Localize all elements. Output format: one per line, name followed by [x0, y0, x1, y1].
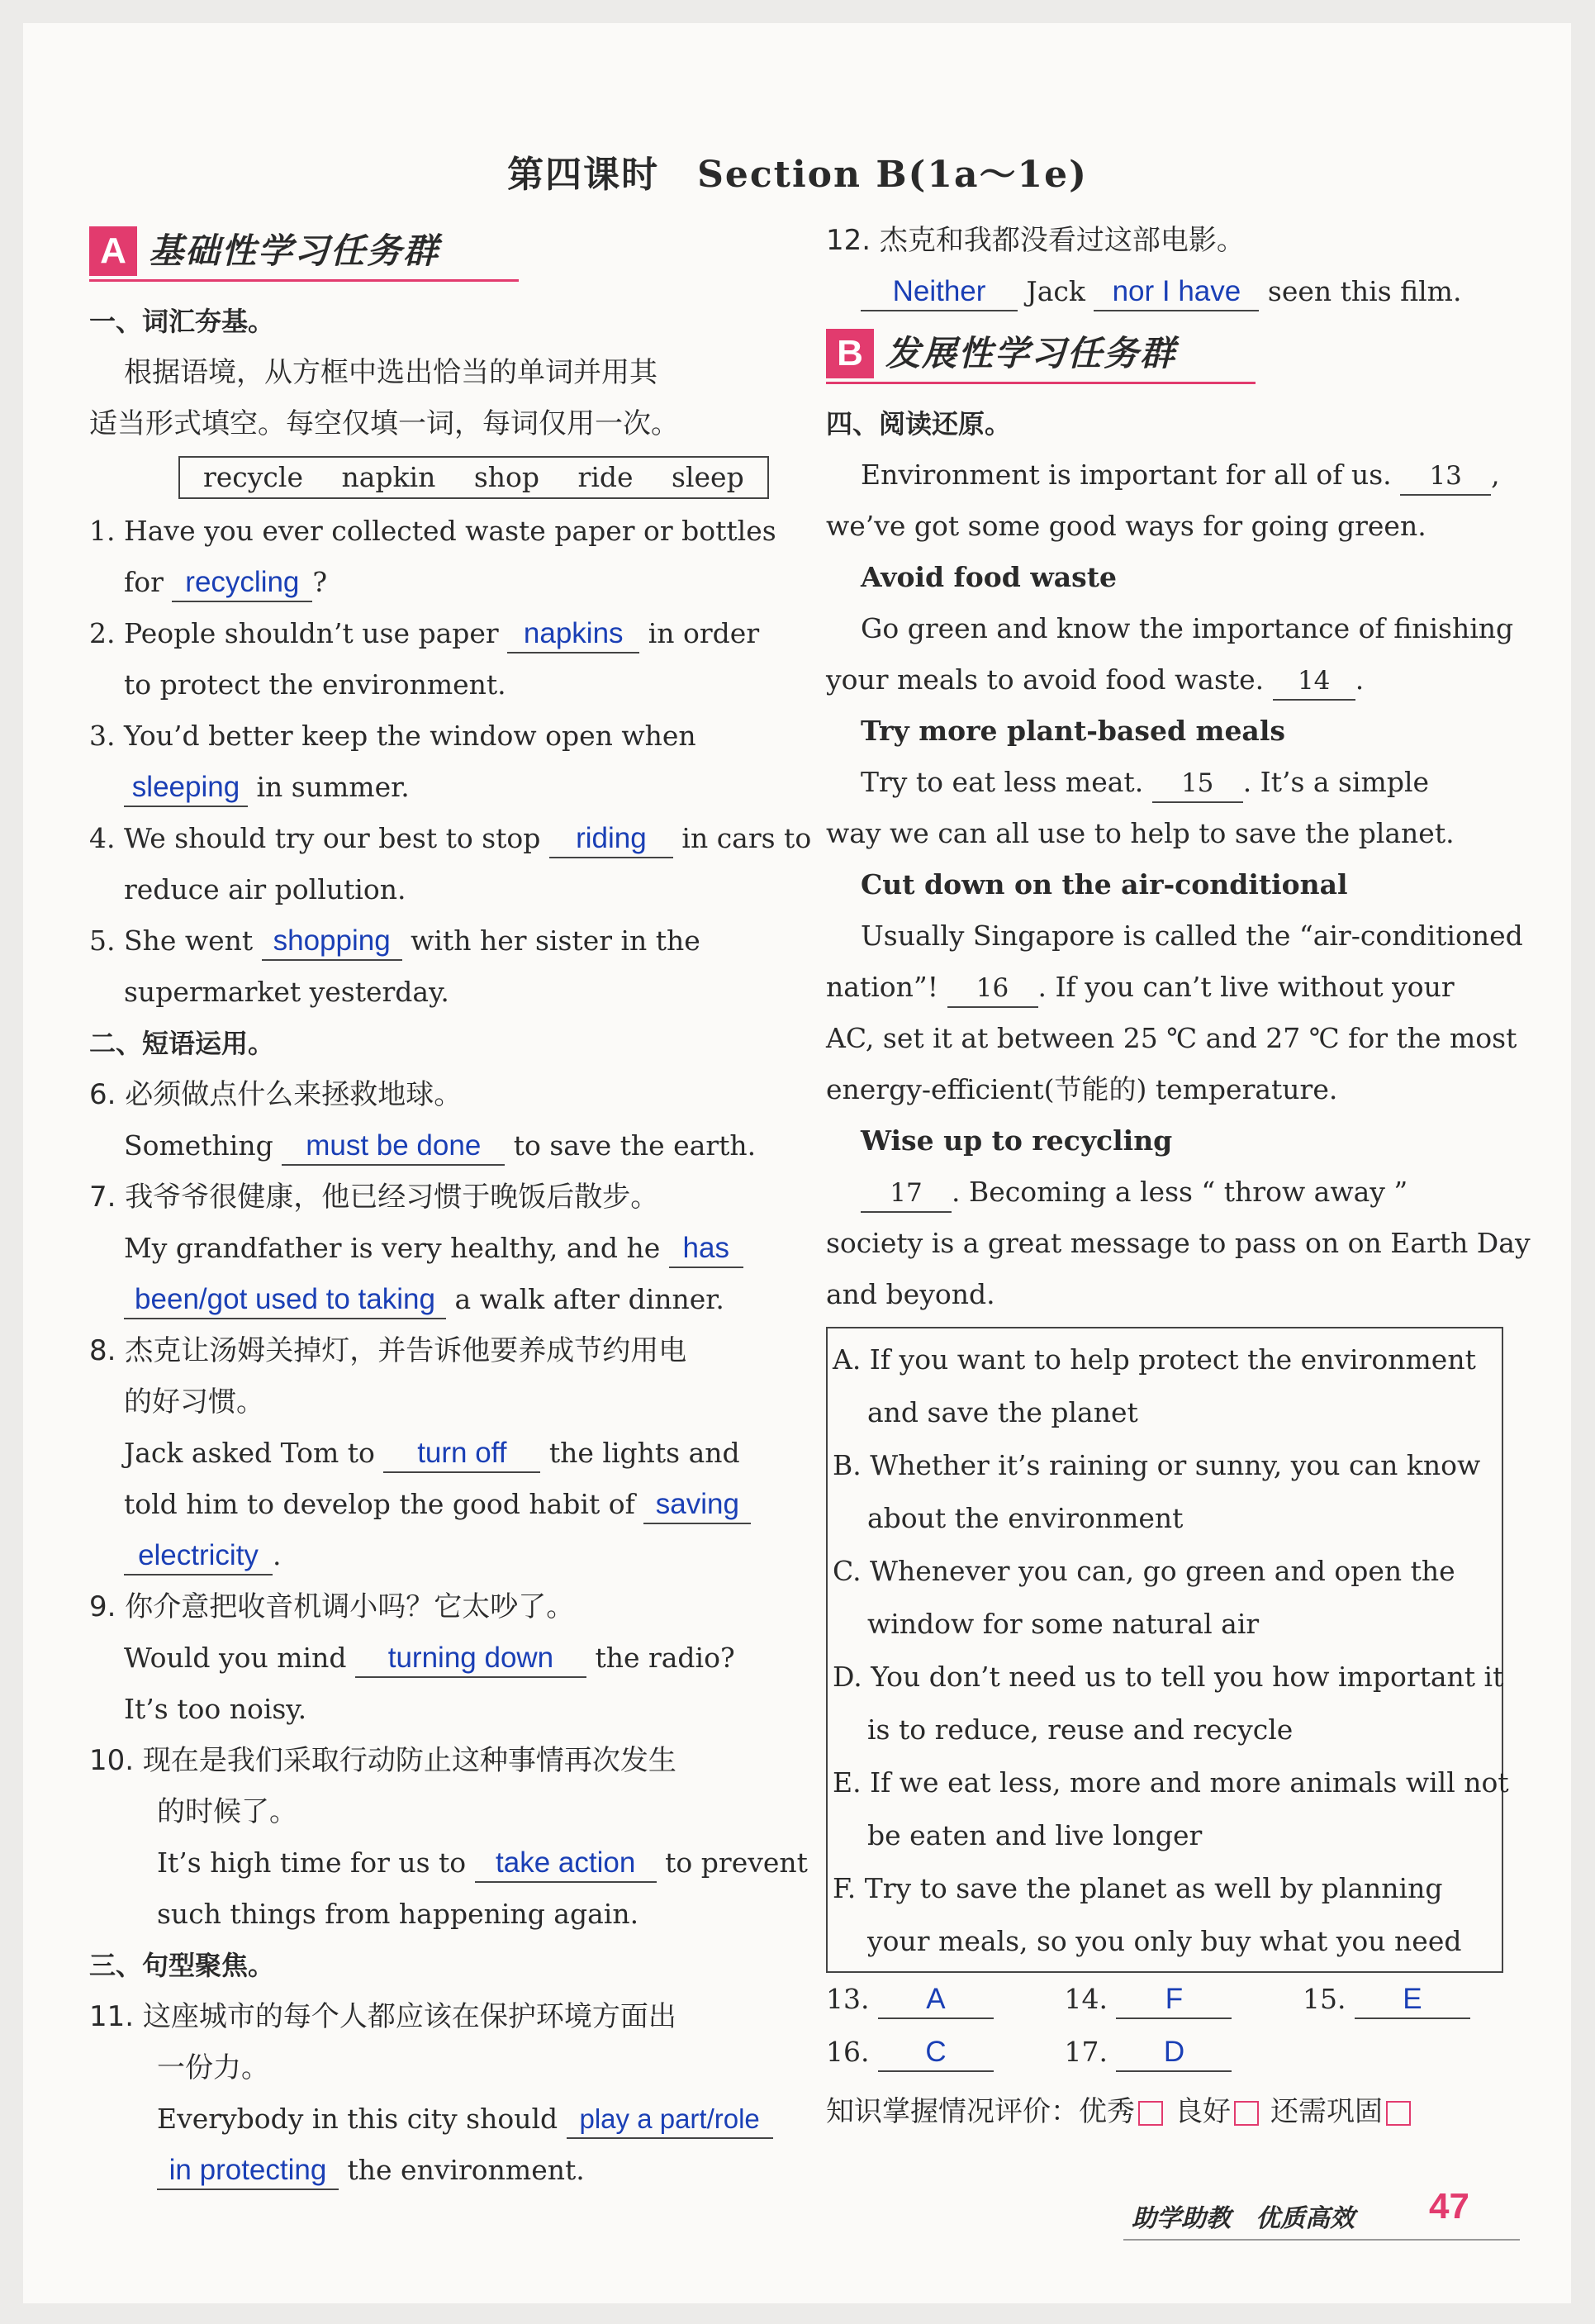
q4-line2: reduce air pollution. — [124, 873, 406, 905]
answer-field[interactable]: must be done — [282, 1128, 505, 1166]
passage-line: we’ve got some good ways for going green. — [826, 510, 1426, 542]
passage-line: Go green and know the importance of finishing — [861, 612, 1514, 644]
answer-field[interactable]: take action — [475, 1845, 657, 1883]
q11-chinese-2: 一份力。 — [157, 2051, 269, 2084]
q3-line2: sleeping in summer. — [89, 762, 767, 813]
answer-field[interactable]: been/got used to taking — [124, 1281, 446, 1319]
option-c-line2: window for some natural air — [867, 1608, 1260, 1640]
q8-chinese-1: 8. 杰克让汤姆关掉灯，并告诉他要养成节约用电 — [89, 1334, 687, 1367]
blank-14[interactable]: 14 — [1273, 663, 1355, 701]
part1-heading: 一、词汇夯基。 — [89, 306, 275, 337]
answer-field[interactable]: nor I have — [1094, 273, 1259, 311]
self-evaluation: 知识掌握情况评价：优秀 良好 还需巩固 — [826, 2087, 1503, 2136]
answer-field[interactable]: in protecting — [157, 2152, 339, 2190]
passage-line: Environment is important for all of us. 13 , — [826, 449, 1503, 501]
q8-chinese-2: 的好习惯。 — [124, 1385, 264, 1419]
passage-subheading: Cut down on the air-conditional — [861, 868, 1348, 901]
option-e-line2: be eaten and live longer — [867, 1819, 1203, 1851]
good-checkbox[interactable] — [1234, 2101, 1259, 2126]
option-c-line1: C. Whenever you can, go green and open the — [833, 1555, 1455, 1587]
excellent-checkbox[interactable] — [1138, 2101, 1163, 2126]
footer-rule — [1123, 2239, 1520, 2241]
q9-line2: It’s too noisy. — [124, 1693, 307, 1725]
answer-field[interactable]: play a part/role — [567, 2101, 773, 2139]
q8-line3: electricity . — [89, 1530, 767, 1581]
q7-line2: been/got used to taking a walk after dinner. — [89, 1274, 767, 1325]
options-box — [826, 1327, 1509, 1973]
section-a-banner — [89, 218, 767, 289]
q3-line1: 3. You’d better keep the window open when — [89, 720, 696, 752]
option-b-line2: about the environment — [867, 1502, 1184, 1534]
answer-field[interactable]: turning down — [355, 1640, 586, 1678]
right-column — [826, 215, 1531, 2136]
passage-line: nation”! 16 . If you can’t live without your — [826, 962, 1503, 1013]
word-option: napkin — [341, 461, 436, 493]
passage-line: and beyond. — [826, 1278, 995, 1310]
page-number: 47 — [1429, 2186, 1469, 2227]
option-f-line1: F. Try to save the planet as well by planning — [833, 1872, 1443, 1904]
q9-chinese: 9. 你介意把收音机调小吗？它太吵了。 — [89, 1590, 575, 1623]
option-a-line1: A. If you want to help protect the environment — [833, 1343, 1476, 1376]
section-b-banner — [826, 321, 1503, 392]
passage-line: your meals to avoid food waste. 14 . — [826, 654, 1503, 706]
q1-line2: for recycling ? — [89, 557, 767, 608]
passage-line: Usually Singapore is called the “air-conditioned — [861, 920, 1523, 952]
q8-line1: Jack asked Tom to turn off the lights and — [89, 1428, 767, 1479]
blank-17[interactable]: 17 — [861, 1175, 952, 1213]
answer-row-2: 16. C 17. D — [826, 2026, 1503, 2079]
answer-field[interactable]: napkins — [507, 615, 639, 653]
answer-field[interactable]: C — [878, 2034, 994, 2072]
section-a-rule — [89, 279, 519, 282]
word-option: ride — [577, 461, 634, 493]
passage-subheading: Try more plant-based meals — [861, 715, 1285, 747]
answer-field[interactable]: F — [1116, 1981, 1232, 2019]
word-option: recycle — [203, 461, 303, 493]
answer-field[interactable]: Neither — [861, 273, 1018, 311]
q9-line1: Would you mind turning down the radio? — [89, 1633, 767, 1684]
part1-instruction-1: 根据语境，从方框中选出恰当的单词并用其 — [124, 356, 657, 389]
blank-13[interactable]: 13 — [1400, 458, 1491, 496]
passage-line: AC, set it at between 25 ℃ and 27 ℃ for the most — [826, 1022, 1517, 1054]
q6-line: Something must be done to save the earth. — [89, 1120, 767, 1172]
blank-16[interactable]: 16 — [947, 970, 1038, 1008]
option-d-line2: is to reduce, reuse and recycle — [867, 1713, 1294, 1746]
answer-field[interactable]: A — [878, 1981, 994, 2019]
option-d-line1: D. You don’t need us to tell you how important it — [833, 1661, 1504, 1693]
q5-line1: 5. She went shopping with her sister in the — [89, 915, 767, 967]
passage-line: energy-efficient(节能的) temperature. — [826, 1073, 1338, 1105]
q7-chinese: 7. 我爷爷很健康，他已经习惯于晚饭后散步。 — [89, 1181, 659, 1214]
option-a-line2: and save the planet — [867, 1396, 1138, 1428]
page-title: 第四课时 Section B(1a～1e) — [507, 154, 1088, 196]
passage-line: 17 . Becoming a less “ throw away ” — [826, 1167, 1503, 1218]
q12-chinese: 12. 杰克和我都没看过这部电影。 — [826, 224, 1245, 257]
q10-line2: such things from happening again. — [157, 1898, 639, 1930]
word-box — [178, 456, 769, 499]
passage-line: society is a great message to pass on on Earth Day — [826, 1227, 1531, 1259]
section-a-title: 基础性学习任务群 — [149, 230, 440, 271]
answer-row-1: 13. A 14. F 15. E — [826, 1973, 1503, 2026]
option-f-line2: your meals, so you only buy what you need — [867, 1925, 1462, 1957]
q2-line2: to protect the environment. — [124, 668, 506, 701]
q11-chinese-1: 11. 这座城市的每个人都应该在保护环境方面出 — [89, 2000, 676, 2033]
passage-line: Try to eat less meat. 15 . It’s a simple — [826, 757, 1503, 808]
q10-chinese-2: 的时候了。 — [157, 1795, 297, 1828]
footer-slogan: 助学助教 优质高效 — [1132, 2204, 1355, 2233]
word-option: sleep — [672, 461, 744, 493]
q4-line1: 4. We should try our best to stop riding in cars to — [89, 813, 767, 864]
q7-line1: My grandfather is very healthy, and he has — [89, 1223, 767, 1274]
q11-line1: Everybody in this city should play a part/role — [89, 2094, 767, 2145]
answer-field[interactable]: D — [1116, 2034, 1232, 2072]
section-b-title: 发展性学习任务群 — [885, 333, 1177, 373]
part2-heading: 二、短语运用。 — [89, 1028, 275, 1059]
passage-subheading: Avoid food waste — [861, 561, 1117, 593]
q11-line2: in protecting the environment. — [89, 2145, 767, 2196]
blank-15[interactable]: 15 — [1152, 765, 1243, 803]
part4-heading: 四、阅读还原。 — [826, 408, 1012, 440]
option-b-line1: B. Whether it’s raining or sunny, you can know — [833, 1449, 1481, 1481]
option-e-line1: E. If we eat less, more and more animals will not — [833, 1766, 1509, 1799]
answer-field[interactable]: turn off — [383, 1435, 540, 1473]
answer-field[interactable]: E — [1355, 1981, 1470, 2019]
section-b-rule — [826, 382, 1256, 384]
answer-field[interactable]: has — [669, 1230, 743, 1268]
needs-work-checkbox[interactable] — [1386, 2101, 1411, 2126]
q10-chinese-1: 10. 现在是我们采取行动防止这种事情再次发生 — [89, 1744, 676, 1777]
q10-line1: It’s high time for us to take action to prevent — [89, 1837, 767, 1889]
part3-heading: 三、句型聚焦。 — [89, 1950, 275, 1981]
part1-instruction-2: 适当形式填空。每空仅填一词，每词仅用一次。 — [89, 407, 679, 440]
answer-field[interactable]: sleeping — [124, 769, 248, 807]
q8-line2: told him to develop the good habit of saving — [89, 1479, 767, 1530]
q2-line1: 2. People shouldn’t use paper napkins in order — [89, 608, 767, 659]
answer-field[interactable]: recycling — [172, 564, 312, 602]
passage-line: way we can all use to help to save the planet. — [826, 817, 1455, 849]
left-column — [89, 215, 812, 2196]
answer-field[interactable]: shopping — [262, 923, 402, 961]
q5-line2: supermarket yesterday. — [124, 976, 449, 1008]
section-b-badge: B — [826, 329, 874, 378]
passage-subheading: Wise up to recycling — [861, 1124, 1173, 1157]
q12-line: Neither Jack nor I have seen this film. — [826, 266, 1503, 317]
word-option: shop — [473, 461, 540, 493]
answer-field[interactable]: riding — [549, 820, 673, 858]
section-a-badge: A — [89, 226, 137, 276]
q1-line1: 1. Have you ever collected waste paper or bottles — [89, 515, 776, 547]
q6-chinese: 6. 必须做点什么来拯救地球。 — [89, 1078, 463, 1111]
answer-field[interactable]: electricity — [124, 1537, 273, 1575]
answer-field[interactable]: saving — [643, 1486, 751, 1524]
